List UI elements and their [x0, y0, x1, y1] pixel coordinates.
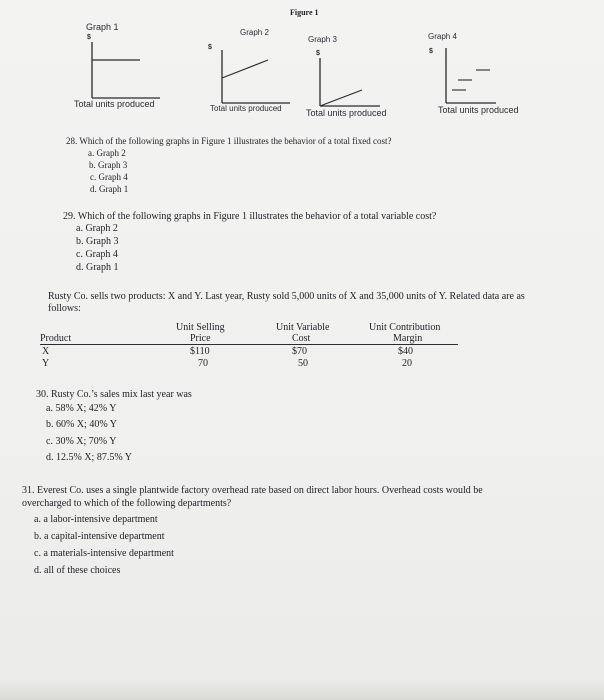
graph-4-label: Graph 4 — [428, 32, 457, 41]
graph-1-plot — [92, 42, 160, 98]
q29-option-b: b. Graph 3 — [76, 236, 119, 247]
header-product: Product — [40, 333, 72, 344]
q31-option-a: a. a labor-intensive department — [34, 514, 158, 525]
graph-1-dollar-mark: $ — [87, 34, 91, 41]
q30-option-c: c. 30% X; 70% Y — [46, 436, 117, 447]
graph-4-xlabel: Total units produced — [438, 105, 519, 115]
graph-3-label: Graph 3 — [308, 35, 337, 44]
row-y-margin: 20 — [402, 358, 412, 369]
row-x-cost: $70 — [292, 346, 307, 357]
graph-3-cost-line — [320, 90, 362, 106]
header-cost-line-1: Unit Variable — [276, 322, 330, 333]
q29-option-c: c. Graph 4 — [76, 249, 118, 260]
q28-option-a: a. Graph 2 — [88, 148, 126, 158]
q31-option-d: d. all of these choices — [34, 565, 121, 576]
q31-stem-line-1: 31. Everest Co. uses a single plantwide factory overhead rate based on direct labor hours. Overhead costs would be — [22, 485, 483, 496]
q31-stem-line-2: overcharged to which of the following departments? — [22, 498, 232, 509]
graph-1-xlabel: Total units produced — [74, 99, 155, 109]
graph-2-plot — [222, 50, 290, 103]
header-cost-line-2: Cost — [292, 333, 311, 344]
q29-stem: 29. Which of the following graphs in Figure 1 illustrates the behavior of a total variable cost? — [63, 211, 437, 222]
graph-3-xlabel: Total units produced — [306, 108, 387, 118]
q30-option-a: a. 58% X; 42% Y — [46, 403, 117, 414]
q28-option-c: c. Graph 4 — [90, 172, 128, 182]
page-bottom-shadow — [0, 680, 604, 700]
graph-2-cost-line — [222, 60, 268, 78]
q30-option-b: b. 60% X; 40% Y — [46, 419, 118, 430]
graph-3-plot — [320, 58, 380, 106]
q28-option-d: d. Graph 1 — [90, 184, 129, 194]
graph-2-xlabel: Total units produced — [210, 104, 282, 113]
rusty-intro-line-1: Rusty Co. sells two products: X and Y. Last year, Rusty sold 5,000 units of X and 35,000 units of Y. Related data are as — [48, 291, 525, 302]
row-x-price: $110 — [190, 346, 210, 357]
q31-option-b: b. a capital-intensive department — [34, 531, 165, 542]
row-y-cost: 50 — [298, 358, 308, 369]
q28-stem: 28. Which of the following graphs in Figure 1 illustrates the behavior of a total fixed cost? — [66, 136, 392, 146]
figure-title: Figure 1 — [290, 8, 319, 17]
q29-option-a: a. Graph 2 — [76, 223, 118, 234]
graph-4-dollar-mark: $ — [429, 48, 433, 55]
row-y-price: 70 — [198, 358, 208, 369]
table-header-rule — [40, 344, 458, 345]
header-price-line-2: Price — [190, 333, 211, 344]
q30-stem: 30. Rusty Co.’s sales mix last year was — [36, 389, 192, 400]
header-margin-line-1: Unit Contribution — [369, 322, 441, 333]
q28-option-b: b. Graph 3 — [89, 160, 128, 170]
graph-1-label: Graph 1 — [86, 22, 119, 32]
rusty-intro-line-2: follows: — [48, 303, 81, 314]
graph-4-plot — [446, 48, 496, 103]
header-price-line-1: Unit Selling — [176, 322, 225, 333]
row-x-product: X — [42, 346, 50, 357]
graph-2-dollar-mark: $ — [208, 44, 212, 51]
header-margin-line-2: Margin — [393, 333, 423, 344]
row-x-margin: $40 — [398, 346, 413, 357]
q30-option-d: d. 12.5% X; 87.5% Y — [46, 452, 133, 463]
graph-2-label: Graph 2 — [240, 28, 269, 37]
graph-3-dollar-mark: $ — [316, 50, 320, 57]
q29-option-d: d. Graph 1 — [76, 262, 119, 273]
q31-option-c: c. a materials-intensive department — [34, 548, 174, 559]
row-y-product: Y — [42, 358, 50, 369]
